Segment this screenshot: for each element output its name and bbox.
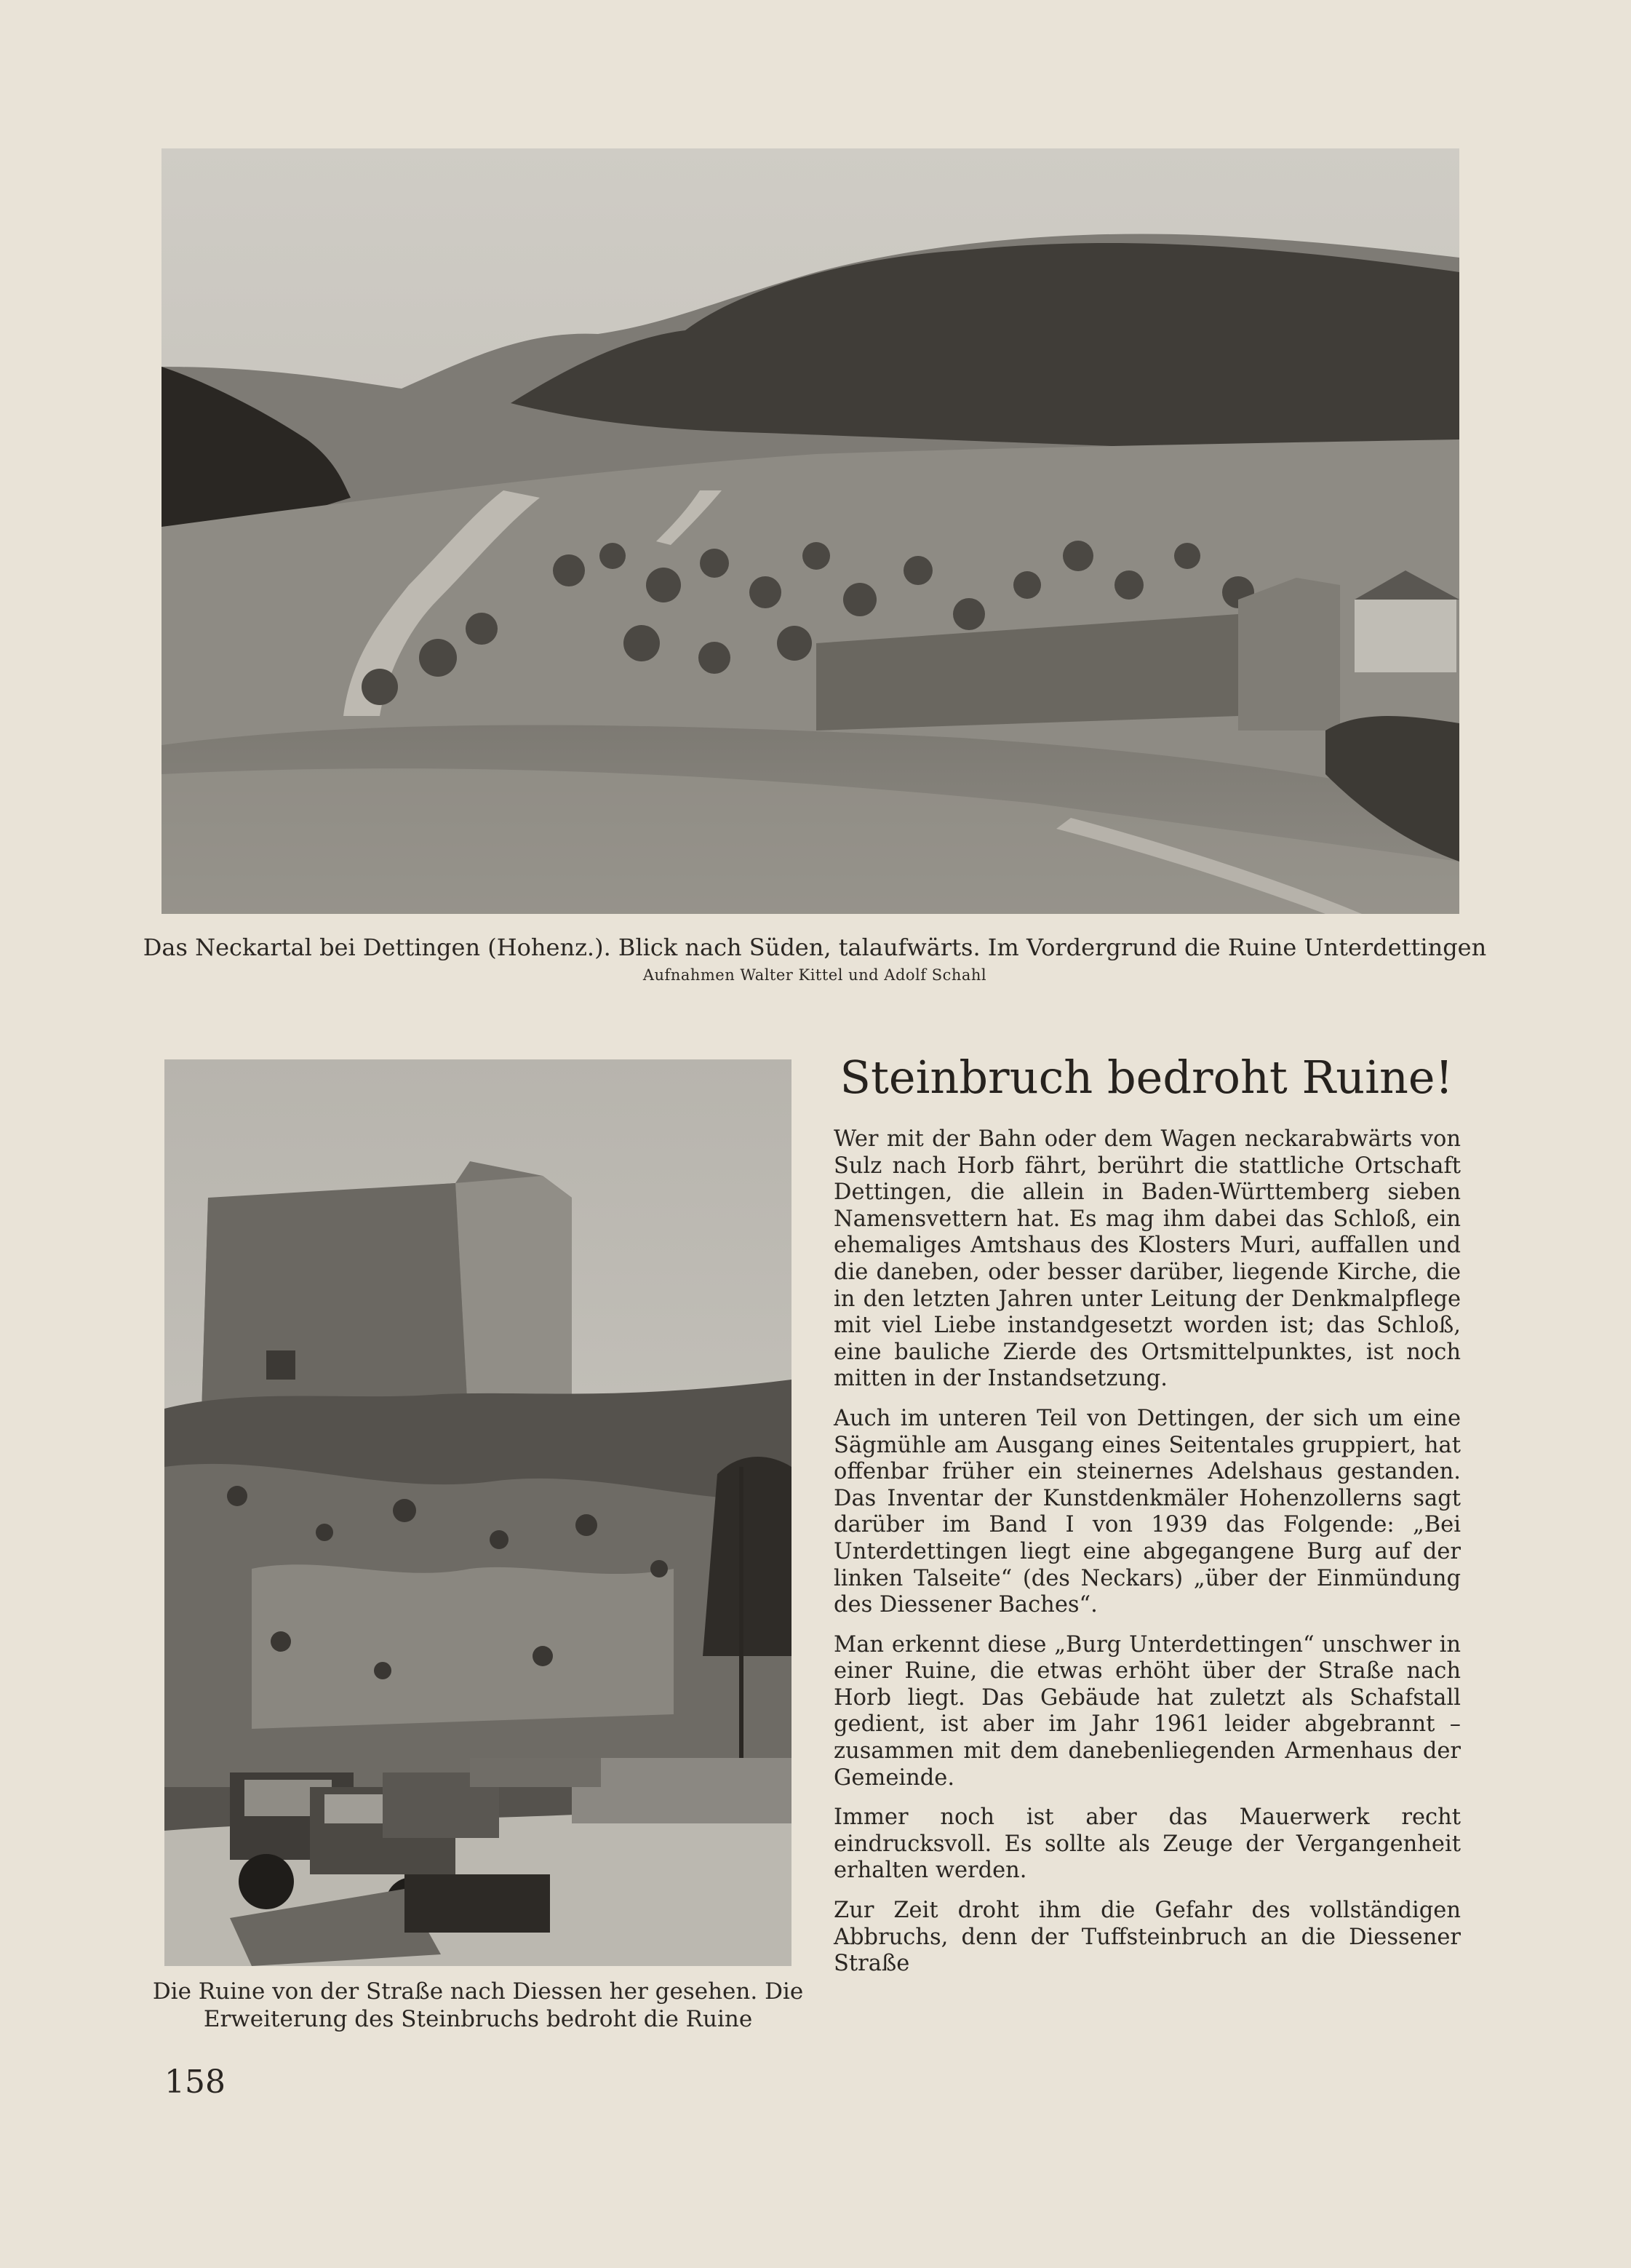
neckar-valley-photo (161, 148, 1459, 914)
ruin-illustration (164, 1059, 791, 1966)
article-paragraph: Zur Zeit droht ihm die Gefahr des vollständigen Abbruchs, denn der Tuffsteinbruch an die Diessener Straße (834, 1898, 1461, 1977)
article-paragraph: Man erkennt diese „Burg Unterdettingen“ unschwer in einer Ruine, die etwas erhöht über der Straße nach Horb liegt. Das Gebäude hat zuletzt als Schafstall gedient, ist aber im Jahr 1961 leider abgebrannt – zusammen mit dem danebenliegenden Armenhaus der Gemeinde. (834, 1631, 1461, 1791)
photo-credit: Aufnahmen Walter Kittel und Adolf Schahl (642, 966, 987, 984)
page-number: 158 (164, 2064, 226, 2101)
article-paragraph: Auch im unteren Teil von Dettingen, der sich um eine Sägmühle am Ausgang eines Seitentales gruppiert, hat offenbar früher ein steinernes Adelshaus gestanden. Das Inventar der Kunstdenkmäler Hohenzollerns sagt darüber im Band I von 1939 das Folgende: „Bei Unterdettingen liegt eine abgegangene Burg auf der linken Talseite“ (des Neckars) „über der Einmündung des Diessener Baches“. (834, 1405, 1461, 1618)
ruin-photo-caption: Die Ruine von der Straße nach Diessen her gesehen. Die Erweiterung des Steinbruchs bedroht die Ruine (152, 1978, 804, 2032)
neckar-valley-illustration (161, 148, 1459, 914)
ruin-photo (164, 1059, 791, 1966)
article-headline: Steinbruch bedroht Ruine! (840, 1051, 1453, 1104)
top-photo-caption: Das Neckartal bei Dettingen (Hohenz.). Blick nach Süden, talaufwärts. Im Vordergrund die Ruine Unterdettingen (143, 934, 1487, 961)
article-body (834, 1126, 1461, 1991)
article-paragraph: Immer noch ist aber das Mauerwerk recht eindrucksvoll. Es sollte als Zeuge der Vergangenheit erhalten werden. (834, 1805, 1461, 1884)
article-paragraph: Wer mit der Bahn oder dem Wagen neckarabwärts von Sulz nach Horb fährt, berührt die stattliche Ortschaft Dettingen, die allein in Baden-Württemberg sieben Namensvettern hat. Es mag ihm dabei das Schloß, ein ehemaliges Amtshaus des Klosters Muri, auffallen und die daneben, oder besser darüber, liegende Kirche, die in den letzten Jahren unter Leitung der Denkmalpflege mit viel Liebe instandgesetzt worden ist; das Schloß, eine bauliche Zierde des Ortsmittelpunktes, ist noch mitten in der Instandsetzung. (834, 1126, 1461, 1392)
